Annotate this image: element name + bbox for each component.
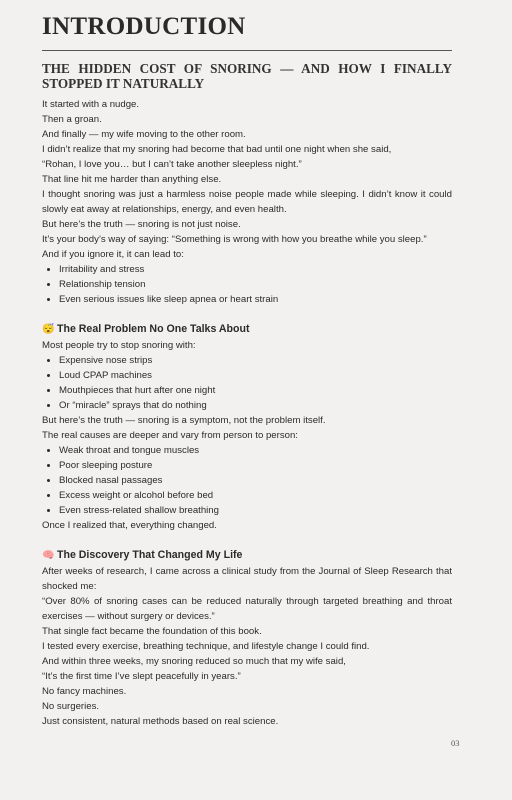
section-heading (42, 548, 452, 563)
paragraph: I didn’t realize that my snoring had become that bad until one night when she said, (42, 144, 392, 155)
list-item: • Loud CPAP machines (59, 368, 452, 383)
page-content (42, 12, 452, 729)
paragraph: Once I realized that, everything changed. (42, 520, 217, 531)
discovery-section (42, 548, 452, 729)
list-item: • Blocked nasal passages (59, 473, 452, 488)
paragraph: After weeks of research, I came across a clinical study from the Journal of Sleep Research that shocked me: (42, 566, 452, 592)
chapter-subtitle: THE HIDDEN COST OF SNORING — AND HOW I FINALLY STOPPED IT NATURALLY (42, 61, 452, 91)
consequences-list (42, 262, 452, 307)
list-item: • Excess weight or alcohol before bed (59, 488, 452, 503)
paragraph: Then a groan. (42, 114, 102, 125)
section-heading (42, 322, 452, 337)
list-item: • Even stress-related shallow breathing (59, 503, 452, 518)
list-item: • Relationship tension (59, 277, 452, 292)
paragraph: “Rohan, I love you… but I can’t take another sleepless night.” (42, 159, 302, 170)
paragraph: And within three weeks, my snoring reduced so much that my wife said, (42, 656, 346, 667)
paragraph: No fancy machines. (42, 686, 127, 697)
section-heading-text: The Real Problem No One Talks About (57, 323, 250, 335)
list-item: • Mouthpieces that hurt after one night (59, 383, 452, 398)
page-title: INTRODUCTION (42, 13, 246, 40)
paragraph: That single fact became the foundation of this book. (42, 626, 262, 637)
real-problem-section (42, 322, 452, 533)
paragraph: But here’s the truth — snoring is a symptom, not the problem itself. (42, 415, 326, 426)
list-item: • Expensive nose strips (59, 353, 452, 368)
paragraph: I thought snoring was just a harmless noise people made while sleeping. I didn’t know it could slowly eat away at relationships, energy, and even health. (42, 189, 452, 215)
sleeping-face-icon: 😴 (42, 324, 55, 335)
list-item: • Even serious issues like sleep apnea or heart strain (59, 292, 452, 307)
paragraph: And finally — my wife moving to the other room. (42, 129, 246, 140)
intro-section (42, 97, 452, 307)
list-item: • Irritability and stress (59, 262, 452, 277)
causes-list (42, 443, 452, 518)
paragraph: The real causes are deeper and vary from person to person: (42, 430, 298, 441)
paragraph: It’s your body’s way of saying: “Something is wrong with how you breathe while you sleep.” (42, 234, 427, 245)
list-item: • Weak throat and tongue muscles (59, 443, 452, 458)
title-divider (42, 50, 452, 51)
brain-icon: 🧠 (42, 550, 55, 561)
list-item: • Or “miracle” sprays that do nothing (59, 398, 452, 413)
paragraph: No surgeries. (42, 701, 100, 712)
paragraph: But here’s the truth — snoring is not just noise. (42, 219, 241, 230)
paragraph: Most people try to stop snoring with: (42, 340, 196, 351)
paragraph: Just consistent, natural methods based on real science. (42, 716, 279, 727)
paragraph: That line hit me harder than anything else. (42, 174, 222, 185)
section-heading-text: The Discovery That Changed My Life (57, 549, 243, 561)
remedies-list (42, 353, 452, 413)
paragraph: “It’s the first time I’ve slept peacefully in years.” (42, 671, 241, 682)
paragraph: I tested every exercise, breathing technique, and lifestyle change I could find. (42, 641, 370, 652)
page-number: 03 (451, 738, 460, 748)
list-item: • Poor sleeping posture (59, 458, 452, 473)
paragraph: And if you ignore it, it can lead to: (42, 249, 184, 260)
paragraph: It started with a nudge. (42, 99, 140, 110)
paragraph: “Over 80% of snoring cases can be reduced naturally through targeted breathing and throat exercises — without surgery or devices.” (42, 596, 452, 622)
